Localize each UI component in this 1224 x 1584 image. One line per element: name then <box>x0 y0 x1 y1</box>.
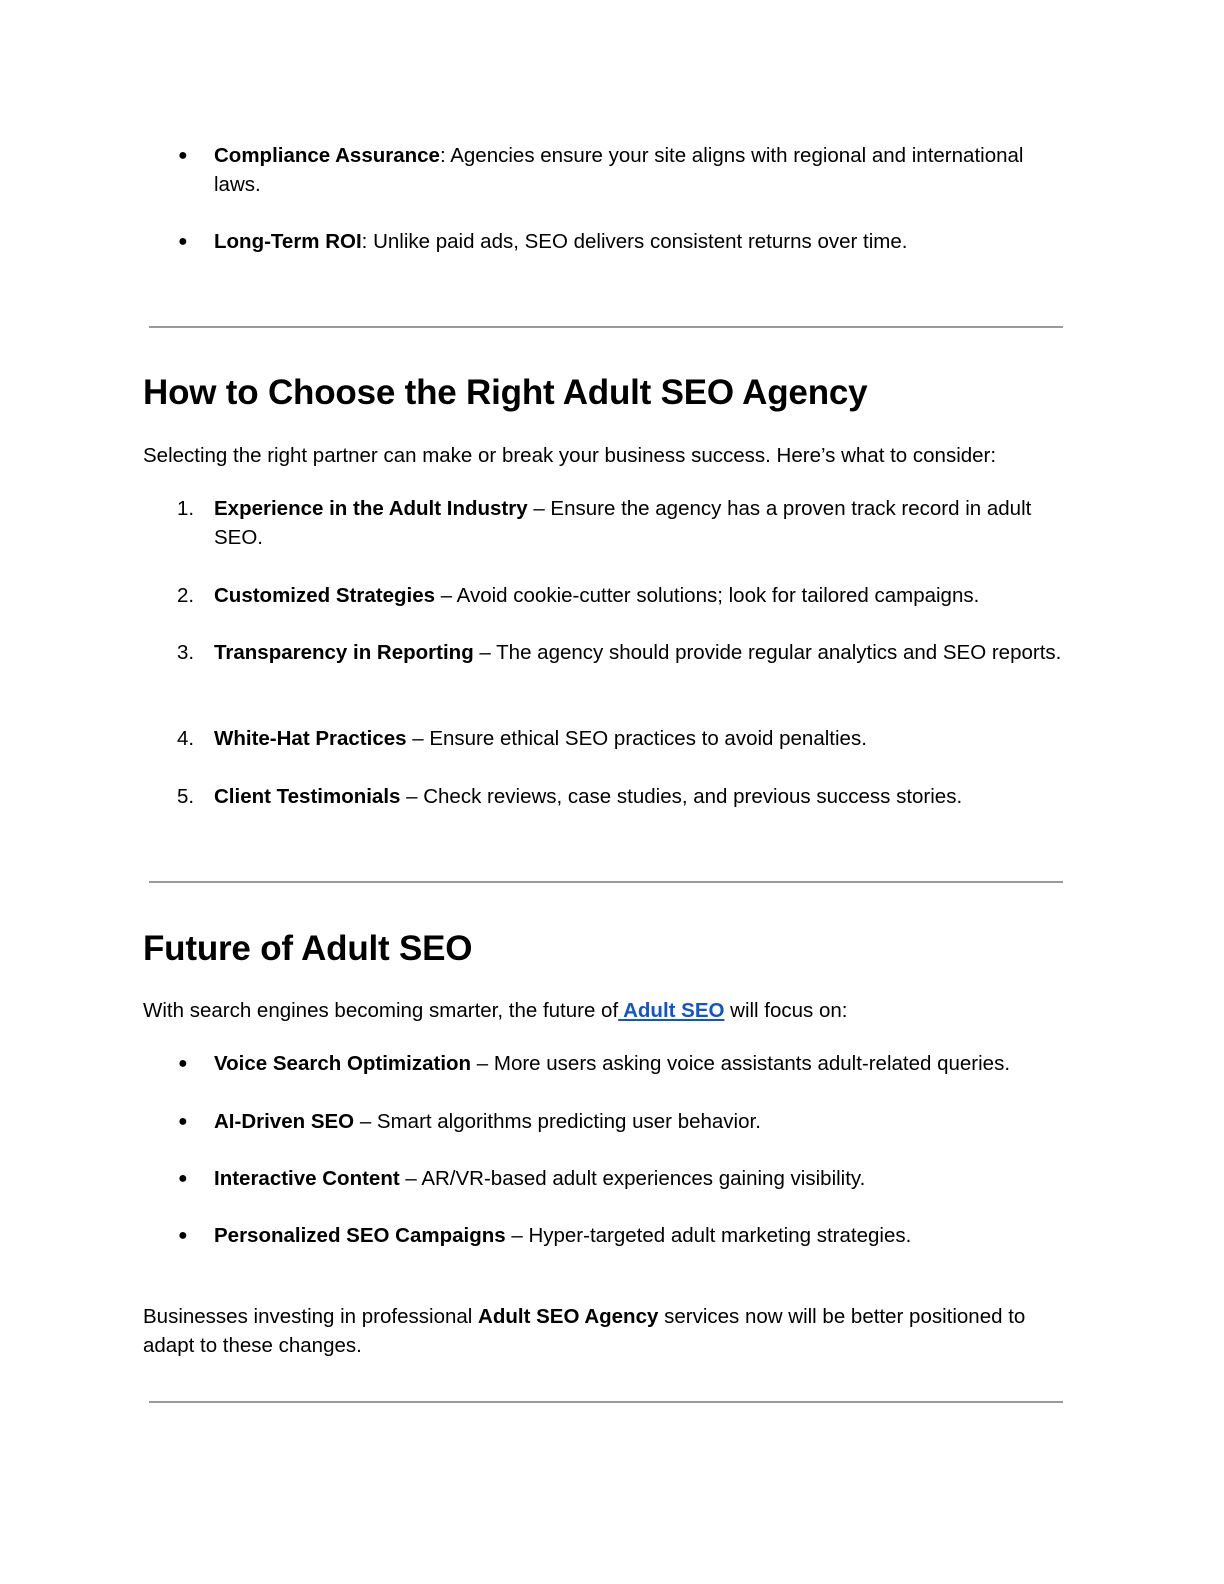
list-item: ● Long-Term ROI: Unlike paid ads, SEO delivers consistent returns over time. <box>143 227 1073 256</box>
section-intro: With search engines becoming smarter, the future of Adult SEO will focus on: <box>143 999 848 1022</box>
list-number: 4. <box>177 727 195 750</box>
list-item-term: Voice Search Optimization <box>214 1052 472 1075</box>
bullet-icon: ● <box>178 1113 188 1130</box>
list-item <box>143 1049 1073 1078</box>
list-item-term: Long-Term ROI <box>214 230 362 253</box>
list-item <box>143 1107 1073 1136</box>
list-number: 2. <box>177 584 195 607</box>
list-item: ● Compliance Assurance: Agencies ensure your site aligns with regional and international laws. <box>143 141 1073 199</box>
horizontal-rule <box>149 881 1063 883</box>
list-item-text: – Check reviews, case studies, and previous success stories. <box>400 785 963 808</box>
closing-paragraph: Businesses investing in professional Adult SEO Agency services now will be better positioned to adapt to these changes. <box>143 1305 1026 1357</box>
list-item-term: White-Hat Practices <box>214 727 407 750</box>
adult-seo-link[interactable]: Adult SEO <box>618 999 725 1022</box>
list-item-text: – More users asking voice assistants adult-related queries. <box>471 1052 1011 1075</box>
list-item-text: – Hyper-targeted adult marketing strategies. <box>505 1224 912 1247</box>
horizontal-rule <box>149 326 1063 328</box>
list-item-term: Personalized SEO Campaigns <box>214 1224 506 1247</box>
list-item-text: – The agency should provide regular analytics and SEO reports. <box>473 641 1062 664</box>
numbered-list-item <box>143 581 1073 610</box>
list-number: 3. <box>177 641 195 664</box>
horizontal-rule <box>149 1401 1063 1403</box>
numbered-list-item <box>143 638 1073 667</box>
bullet-icon: ● <box>178 1170 188 1187</box>
list-item-text: – AR/VR-based adult experiences gaining visibility. <box>399 1167 866 1190</box>
list-item-term: Compliance Assurance <box>214 144 440 167</box>
list-item-text: Agencies ensure your site aligns with regional and international laws. <box>214 144 1024 196</box>
list-item-text: – Smart algorithms predicting user behavior. <box>354 1110 761 1133</box>
list-item-term: AI-Driven SEO <box>214 1110 355 1133</box>
list-item-term: Client Testimonials <box>214 785 401 808</box>
list-item-text: Unlike paid ads, SEO delivers consistent returns over time. <box>367 230 908 253</box>
list-item-term: Experience in the Adult Industry <box>214 497 528 520</box>
list-item-text: – Ensure ethical SEO practices to avoid penalties. <box>406 727 867 750</box>
bullet-icon: ● <box>178 1055 188 1072</box>
numbered-list-item <box>143 724 1073 753</box>
list-item-term: Interactive Content <box>214 1167 400 1190</box>
list-number: 5. <box>177 785 195 808</box>
list-number: 1. <box>177 497 195 520</box>
list-item-term: Transparency in Reporting <box>214 641 474 664</box>
section-heading: Future of Adult SEO <box>143 929 473 968</box>
bullet-icon: ● <box>178 1227 188 1244</box>
section-intro: Selecting the right partner can make or break your business success. Here’s what to consider: <box>143 444 997 467</box>
list-item <box>143 1164 1073 1193</box>
numbered-list-item <box>143 494 1073 552</box>
numbered-list-item <box>143 782 1073 811</box>
list-item-term: Customized Strategies <box>214 584 435 607</box>
list-item-text: – Avoid cookie-cutter solutions; look for tailored campaigns. <box>435 584 980 607</box>
list-item <box>143 1221 1073 1250</box>
section-heading: How to Choose the Right Adult SEO Agency <box>143 373 868 412</box>
list-item-text: – Ensure the agency has a proven track record in adult SEO. <box>214 497 1032 549</box>
bullet-icon: ● <box>178 233 188 250</box>
bullet-icon: ● <box>178 147 188 164</box>
